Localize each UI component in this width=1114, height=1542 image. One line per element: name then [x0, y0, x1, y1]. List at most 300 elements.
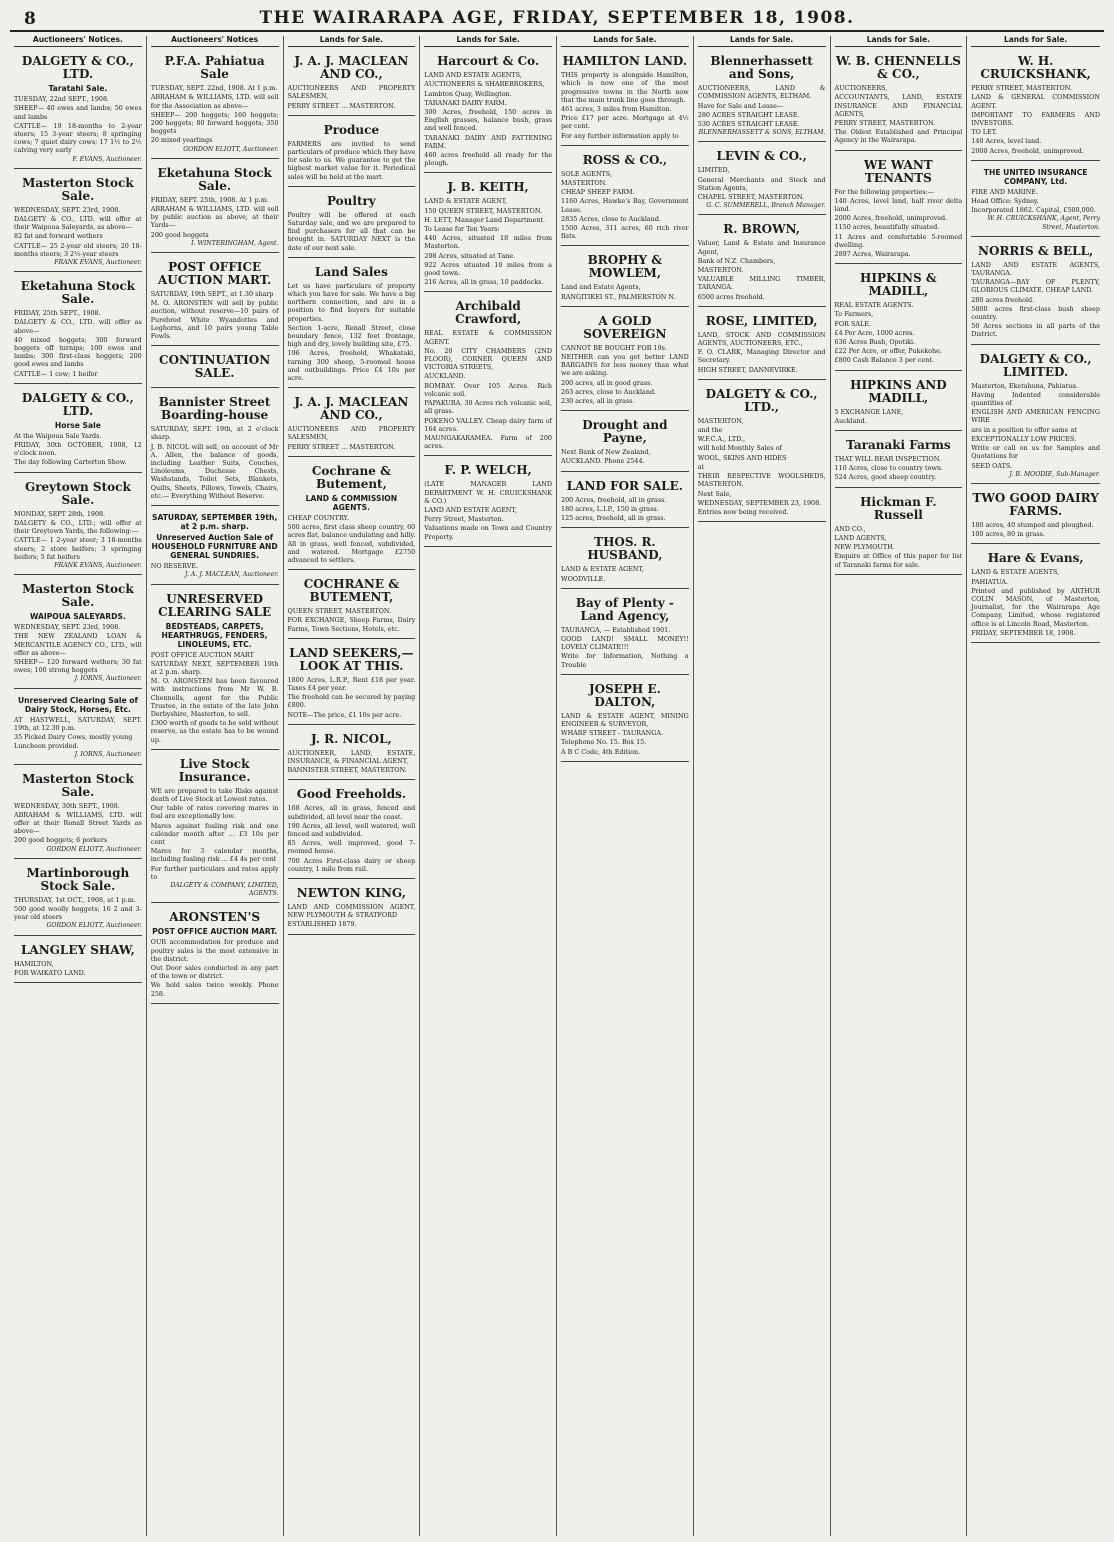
- advertisement-title: ROSS & CO.,: [582, 152, 668, 167]
- advertisement: [151, 509, 279, 584]
- advertisement-line: GOOD LAND! SMALL MONEY!! LOVELY CLIMATE!!!: [561, 634, 689, 652]
- advertisement-line: Perry Street, Masterton.: [424, 515, 504, 524]
- advertisement-title: LAND FOR SALE.: [566, 478, 683, 493]
- advertisement-line: AT HASTWELL, SATURDAY, SEPT. 19th, at 12.30 p.m.: [14, 715, 142, 732]
- advertisement: [971, 50, 1100, 161]
- advertisement-line: FIRE AND MARINE.: [971, 187, 1038, 196]
- advertisement-line: H. LETT, Manager Land Department.: [424, 215, 546, 224]
- advertisement-line: 2000 Acres, freehold, unimproved.: [834, 214, 948, 223]
- advertisement-title: JOSEPH E. DALTON,: [588, 681, 661, 709]
- advertisement-line: FRIDAY, 30th OCTOBER, 1908, 12 o'clock noon.: [14, 441, 142, 458]
- advertisement: [14, 578, 142, 688]
- column: [147, 36, 284, 1536]
- column-heading: Auctioneers' Notices: [151, 36, 279, 47]
- advertisement-line: LAND AGENTS,: [834, 533, 887, 542]
- advertisement-line: For further particulars and rates apply to: [150, 864, 279, 881]
- advertisement: [971, 547, 1100, 643]
- advertisement-line: 2897 Acres, Wairarapa.: [834, 250, 911, 259]
- advertisement-line: 440 Acres, situated 18 miles from Masterton.: [424, 234, 552, 251]
- advertisement: [14, 692, 142, 765]
- advertisement-signature: J. IORNS, Auctioneer.: [74, 751, 142, 759]
- advertisement-line: CANNOT BE BOUGHT FOR 19s.: [561, 343, 667, 352]
- advertisement-line: at: [697, 462, 705, 471]
- advertisement-title: Unreserved Clearing Sale of Dairy Stock, Horses, Etc.: [17, 695, 138, 714]
- advertisement-line: THURSDAY, 1st OCT., 1908, at 1 p.m.: [14, 895, 136, 904]
- advertisement-title: COCHRANE & BUTEMENT,: [303, 577, 400, 605]
- advertisement-line: FRIDAY, 25th SEPT., 1908.: [14, 309, 101, 318]
- advertisement-line: 125 acres, freehold, all in grass.: [561, 514, 666, 523]
- advertisement-signature: J. B. MOODIE, Sub-Manager.: [1009, 470, 1100, 478]
- advertisement-title: LEVIN & CO.,: [716, 149, 807, 164]
- advertisement-line: ABRAHAM & WILLIAMS, LTD. will sell by public auction as above, at their Yards—: [150, 205, 279, 230]
- advertisement-line: 1800 Acres, L.R.P., Rent £18 per year. Taxes £4 per year.: [287, 675, 416, 692]
- advertisement-line: MASTERTON.: [697, 266, 744, 275]
- advertisement-line: 2835 Acres, close to Auckland.: [561, 214, 661, 223]
- advertisement-line: WE are prepared to take Risks against death of Live Stock at Lowest rates.: [150, 786, 279, 803]
- advertisement: [151, 349, 279, 388]
- advertisement-line: 200 Acres, freehold, all in grass.: [561, 495, 667, 504]
- advertisement-subtitle: POST OFFICE AUCTION MART.: [152, 927, 278, 937]
- advertisement-title: Masterton Stock Sale.: [22, 582, 134, 610]
- advertisement-line: WEDNESDAY, 30th SEPT., 1908.: [14, 801, 120, 810]
- advertisement-line: AND CO.,: [834, 524, 866, 533]
- advertisement-title: Martinborough Stock Sale.: [26, 865, 130, 893]
- advertisement-title: Greytown Stock Sale.: [24, 479, 131, 507]
- advertisement-line: POKENO VALLEY. Cheap dairy farm of 164 acres.: [424, 416, 552, 433]
- advertisement-title: Bannister Street Boarding-house: [158, 395, 271, 423]
- advertisement-line: SHEEP— 40 ewes and lambs; 50 ewes and lambs: [14, 104, 142, 121]
- advertisement-line: FOR SALE.: [834, 319, 871, 328]
- advertisement-line: ACCOUNTANTS, LAND, ESTATE INSURANCE AND FINANCIAL AGENTS,: [834, 93, 963, 118]
- advertisement-line: A B C Code, 4th Edition.: [561, 747, 641, 756]
- advertisement-line: 460 acres freehold all ready for the plough.: [424, 151, 552, 168]
- advertisement-line: Let us have particulars of property which you have for sale. We have a big northern connection, and are in a position to find buyers for suitable properties.: [287, 281, 416, 323]
- advertisement-line: Entries now being received.: [697, 507, 789, 516]
- advertisement-line: £22 Per Acre, or offer, Pukekohe.: [834, 347, 942, 356]
- advertisement-subtitle: BEDSTEADS, CARPETS, HEARTHRUGS, FENDERS, LINOLEUMS, ETC.: [161, 621, 268, 649]
- advertisement: [288, 783, 416, 879]
- advertisement-line: Mares for 3 calendar months, including foaling risk ... £4 4s per cent: [150, 847, 279, 864]
- advertisement-line: Having Indented considerable quantities of: [971, 390, 1100, 408]
- advertisement-subtitle: WAIPOUA SALEYARDS.: [30, 612, 126, 622]
- advertisement-title: J. A. J. MACLEAN AND CO.,: [294, 395, 409, 423]
- advertisement-line: MONDAY, SEPT 28th, 1908.: [14, 509, 106, 518]
- advertisement-line: Enquire at Office of this paper for list of Taranaki farms for sale.: [834, 552, 963, 569]
- advertisement: [14, 768, 142, 859]
- advertisement-line: 2000 Acres, freehold, unimproved.: [971, 146, 1084, 155]
- advertisement-line: SATURDAY, SEPT. 19th, at 2 o'clock sharp.: [150, 425, 279, 442]
- advertisement-line: LAND & ESTATE AGENT,: [561, 565, 644, 574]
- advertisement-line: FOR EXCHANGE, Sheep Farms, Dairy Farms, Town Sections, Hotels, etc.: [287, 616, 416, 633]
- advertisement-line: WEDNESDAY, SEPT. 23rd, 1908.: [14, 623, 121, 632]
- advertisement: [151, 162, 279, 253]
- advertisement: [835, 434, 963, 488]
- advertisement: [424, 459, 552, 546]
- advertisement-line: The Oldest Established and Principal Agency in the Wairarapa.: [834, 128, 963, 145]
- advertisement-signature: GORDON ELIOTT, Auctioneer.: [46, 845, 142, 853]
- advertisement-line: £4 Per Acre, 1000 acres.: [834, 328, 915, 337]
- advertisement-line: CATTLE— 1 cow; 1 heifer: [14, 369, 98, 378]
- advertisement-line: LAND, STOCK AND COMMISSION AGENTS, AUCTIONEERS, ETC.,: [697, 330, 826, 348]
- newspaper-title: THE WAIRARAPA AGE, FRIDAY, SEPTEMBER 18, 1908.: [259, 8, 855, 28]
- advertisement-line: SATURDAY NEXT, SEPTEMBER 19th at 2 p.m. sharp.: [150, 659, 279, 676]
- advertisement-line: M. O. ARONSTEN has been favoured with instructions from Mr W. B. Chennells, agent for the Public Trustee, in the estate of the late John Derbyshire, Masterton, to sell.: [150, 677, 279, 718]
- advertisement-line: LAND AND ESTATE AGENTS, TAURANGA.: [971, 260, 1100, 278]
- advertisement-line: QUEEN STREET, MASTERTON.: [287, 607, 392, 616]
- advertisement-line: 11 Acres and comfortable 5-roomed dwelling.: [834, 232, 963, 249]
- advertisement-signature: I. WINTERINGHAM, Agent.: [191, 239, 279, 247]
- advertisement-line: F. O. CLARK, Managing Director and Secretary.: [697, 348, 826, 365]
- advertisement-signature: W. H. CRUICKSHANK, Agent, Perry Street, Masterton.: [987, 215, 1100, 231]
- advertisement: [288, 391, 416, 457]
- advertisement-line: 530 ACRES STRAIGHT LEASE.: [697, 120, 800, 129]
- advertisement-line: Head Office: Sydney.: [971, 197, 1039, 206]
- advertisement-line: SHEEP— 120 forward wethers; 30 fat ewes; 100 strong hoggets: [14, 657, 142, 675]
- advertisement-title: DALGETY & CO., LTD.: [21, 54, 134, 82]
- advertisement-title: ARONSTEN'S: [169, 910, 260, 925]
- advertisement-line: THAT WILL BEAR INSPECTION.: [834, 455, 941, 464]
- advertisement: [835, 50, 963, 150]
- advertisement-line: AUCTIONEERS,: [834, 84, 888, 93]
- advertisement: [288, 190, 416, 258]
- advertisement-title: Harcourt & Co.: [437, 54, 540, 69]
- advertisement-line: CATTLE— 25 2-year old steers; 20 18-months steers; 3 2½-year steers: [14, 241, 142, 258]
- advertisement-line: 40 mixed hoggets; 300 forward hoggets off turnips; 100 ewes and lambs; 300 first-class hoggets; 200 good ewes and lambs: [14, 335, 142, 369]
- advertisement-title: Blennerhassett and Sons,: [710, 54, 813, 82]
- advertisement: [835, 267, 963, 370]
- advertisement: [698, 310, 826, 380]
- advertisement-line: LAND & ESTATE AGENT,: [424, 197, 508, 206]
- advertisement-line: At the Waipoua Sale Yards.: [14, 431, 102, 440]
- advertisement: [698, 383, 826, 522]
- advertisement-line: TUESDAY, 22nd SEPT., 1908.: [14, 95, 110, 104]
- advertisement-line: 180 acres, 40 stumped and ploughed.: [971, 520, 1094, 529]
- advertisement-line: TUESDAY, SEPT. 22nd, 1908. At 1 p.m.: [150, 84, 278, 93]
- advertisement-line: 500 acres, first class sheep country, 60 acres flat, balance undulating and hilly. All in grass, well fenced, subdivided, and watered. Mortgage £2750 advanced to settlers.: [287, 523, 416, 564]
- advertisement-line: Bank of N.Z. Chambers,: [697, 256, 776, 265]
- advertisement-line: AUCKLAND.: [424, 372, 466, 381]
- advertisement-line: Mares against foaling risk and one calendar month after ... £3 10s per cent: [150, 821, 279, 846]
- advertisement-signature: FRANK EVANS, Auctioneer.: [54, 561, 142, 569]
- advertisement-line: MASTERTON.: [561, 179, 607, 188]
- advertisement-line: LAND AND COMMISSION AGENT, NEW PLYMOUTH & STRATFORD: [287, 902, 416, 920]
- advertisement-line: are in a position to offer same at: [971, 425, 1077, 434]
- masthead: [10, 8, 1104, 32]
- advertisement-line: Write for Information, Nothing a Trouble: [561, 652, 689, 669]
- advertisement-line: HIGH STREET, DANNEVIRKE.: [697, 365, 798, 374]
- advertisement-title: Bay of Plenty - Land Agency,: [575, 595, 674, 623]
- advertisement-line: CHAPEL STREET, MASTERTON.: [697, 193, 805, 202]
- column: [694, 36, 831, 1536]
- advertisement-line: NEITHER can you get better LAND BARGAINS for less money than what we are asking.: [561, 353, 689, 378]
- advertisement-line: PERRY STREET, MASTERTON.: [834, 119, 936, 128]
- column: [10, 36, 147, 1536]
- column-heading: Lands for Sale.: [561, 36, 689, 47]
- advertisement-line: We hold sales twice weekly. Phone 258.: [150, 981, 279, 998]
- advertisement-line: General Merchants and Stock and Station Agents,: [697, 175, 826, 192]
- advertisement-title: BROPHY & MOWLEM,: [587, 253, 663, 281]
- advertisement: [151, 753, 279, 904]
- advertisement-line: Masterton, Eketahuna, Pahiatua.: [971, 381, 1079, 390]
- advertisement-subtitle: Unreserved Auction Sale of HOUSEHOLD FURNITURE AND GENERAL SUNDRIES.: [151, 533, 278, 561]
- advertisement: [288, 261, 416, 388]
- advertisement: [698, 145, 826, 215]
- advertisement-line: PERRY STREET ... MASTERTON.: [287, 101, 396, 110]
- advertisement-line: THIS property is alongside Hamilton, which is now one of the most progressive towns in the North now that the main trunk line goes through.: [561, 71, 689, 104]
- advertisement-line: SATURDAY, 19th SEPT., at 1.30 sharp: [150, 290, 274, 299]
- advertisement-line: 5800 acres first-class bush sheep country.: [971, 304, 1100, 322]
- advertisement: [288, 50, 416, 116]
- advertisement-line: IMPORTANT TO FARMERS AND INVESTORS.: [971, 110, 1100, 128]
- advertisement-line: LAND & ESTATE AGENT, MINING ENGINEER & SURVEYOR,: [561, 711, 689, 728]
- advertisement-line: 300 Acres, freehold, 150 acres in English grasses, balance bush, grass and well fenced.: [424, 108, 552, 133]
- advertisement-title: POST OFFICE AUCTION MART.: [157, 260, 272, 288]
- advertisement-line: PAHIATUA.: [971, 577, 1009, 586]
- advertisement: [561, 414, 689, 471]
- advertisement-line: 500 good woolly hoggets; 16 2 and 3-year old steers: [14, 904, 142, 922]
- advertisement-line: MASTERTON,: [697, 416, 744, 425]
- advertisement-line: PERRY STREET ... MASTERTON.: [287, 442, 396, 451]
- advertisement-line: ABRAHAM & WILLIAMS, LTD. will offer at their Ronall Street Yards as above—: [14, 810, 142, 836]
- column: [831, 36, 968, 1536]
- advertisement-line: 524 Acres, good sheep country.: [834, 473, 937, 482]
- column-heading: Lands for Sale.: [835, 36, 963, 47]
- advertisement-line: 636 Acres Bush, Opotiki.: [834, 338, 916, 347]
- advertisement-signature: J. IORNS, Auctioneer.: [74, 675, 142, 683]
- advertisement-line: Auckland.: [834, 416, 867, 425]
- advertisement-line: FARMERS are invited to send particulars of produce which they have for sale to us. We guarantee to get the highest market value for it. Periodical sales will be held at the mart.: [287, 139, 416, 181]
- advertisement-line: WOOL, SKINS AND HIDES: [697, 453, 787, 462]
- advertisement-line: ESTABLISHED 1879.: [287, 920, 357, 929]
- advertisement-line: Valuations made on Town and Country Property.: [424, 524, 552, 541]
- advertisement-line: LAND AND ESTATE AGENT,: [424, 505, 517, 514]
- advertisement: [424, 50, 552, 173]
- advertisement-line: 196 Acres, freehold, Whakataki, turning 300 sheep, 5-roomed house and outbuildings. Price £4 10s per acre.: [287, 349, 416, 383]
- advertisement-title: Drought and Payne,: [582, 418, 668, 446]
- advertisement-signature: G. C. SUMMERELL, Branch Manager.: [706, 202, 826, 210]
- advertisement-line: 85 Acres, well improved, good 7-roomed house.: [287, 839, 416, 856]
- advertisement-title: Archibald Crawford,: [455, 299, 522, 327]
- advertisement-line: DALGETY & CO., LTD.; will offer at their Greytown Yards, the following:—: [14, 518, 142, 536]
- column-heading: Lands for Sale.: [698, 36, 826, 47]
- advertisement: [424, 295, 552, 456]
- advertisement-line: REAL ESTATE AGENTS.: [834, 301, 914, 310]
- advertisement-line: VALUABLE MILLING TIMBER, TARANGA.: [697, 275, 826, 292]
- advertisement-title: Masterton Stock Sale.: [22, 771, 134, 799]
- advertisement-line: NO RESERVE.: [150, 562, 199, 571]
- advertisement-line: EXCEPTIONALLY LOW PRICES.: [971, 434, 1077, 443]
- advertisement-line: To Farmers,: [834, 310, 874, 319]
- advertisement-title: LANGLEY SHAW,: [20, 942, 135, 957]
- column: [557, 36, 694, 1536]
- advertisement-line: will hold Monthly Sales of: [697, 444, 782, 453]
- advertisement-subtitle: Horse Sale: [54, 420, 101, 430]
- advertisement-line: 280 acres freehold.: [971, 295, 1035, 304]
- advertisement-title: UNRESERVED CLEARING SALE: [158, 591, 272, 619]
- advertisement-line: OUR accommodation for produce and poultry sales is the most extensive in the district.: [150, 938, 279, 963]
- advertisement-line: For any further information apply to: [561, 131, 679, 140]
- advertisement-line: LAND & ESTATE AGENTS,: [971, 568, 1060, 577]
- advertisement: [14, 387, 142, 473]
- advertisement-line: (LATE MANAGER LAND DEPARTMENT W. H. CRUICKSHANK & CO.): [424, 480, 552, 505]
- advertisement-title: Poultry: [326, 193, 376, 208]
- advertisement-title: ROSE, LIMITED,: [705, 313, 818, 328]
- advertisement: [561, 592, 689, 675]
- advertisement-line: 150 QUEEN STREET, MASTERTON.: [424, 206, 543, 215]
- advertisement-line: Poultry will be offered at each Saturday sale, and we are prepared to find purchasers for all that can be brought in. SATURDAY NEXT is the date of our next sale.: [287, 210, 416, 252]
- advertisement-line: The day following Carterton Show.: [14, 458, 127, 467]
- advertisement-title: SATURDAY, SEPTEMBER 19th, at 2 p.m. sharp.: [151, 513, 278, 532]
- advertisement: [14, 862, 142, 936]
- advertisement-line: FRIDAY, SEPTEMBER 18, 1908.: [971, 628, 1076, 637]
- advertisement-line: 82 fat and forward wethers: [14, 232, 103, 241]
- advertisement-title: W. H. CRUICKSHANK,: [980, 54, 1091, 82]
- advertisement-line: CHEAP SHEEP FARM.: [561, 188, 635, 197]
- advertisement-line: W.F.C.A., LTD.,: [697, 435, 746, 444]
- advertisement-line: Printed and published by ARTHUR COLIN MASON, of Masterton, Journalist, for the Wairarapa Age Company, Limited, whose registered office is at Lincoln Road, Masterton.: [971, 586, 1100, 628]
- advertisement-line: THEIR RESPECTIVE WOOLSHEDS, MASTERTON.: [697, 472, 826, 489]
- advertisement-signature: DALGETY & COMPANY, LIMITED, AGENTS.: [170, 881, 279, 898]
- advertisement-signature: BLENNERHASSETT & SONS, ELTHAM.: [698, 129, 826, 137]
- advertisement-line: ENGLISH AND AMERICAN FENCING WIRE: [971, 408, 1100, 425]
- advertisement-title: NORRIS & BELL,: [978, 243, 1094, 258]
- column-heading: Lands for Sale.: [971, 36, 1100, 47]
- advertisement: [971, 348, 1100, 484]
- advertisement-line: Lambton Quay, Wellington.: [424, 89, 512, 98]
- advertisement-signature: F. EVANS, Auctioneer.: [72, 155, 142, 163]
- advertisement-line: 200 acres, all in good grass.: [561, 378, 653, 387]
- advertisement-line: 50 Acres sections in all parts of the District.: [971, 322, 1100, 339]
- advertisement-title: WE WANT TENANTS: [864, 157, 933, 185]
- advertisement-line: J. B. NICOL will sell, on account of Mr A. Allen, the balance of goods, including Leather Suits, Couches, Linoleums, Duchesse Chests, Washstands, Toilet Sets, Blankets, Quilts, Sheets, Pillows, Towels, Chairs, etc.— Everything Without Reserve.: [150, 442, 279, 500]
- advertisement-line: REAL ESTATE & COMMISSION AGENT.: [424, 329, 552, 346]
- advertisement: [561, 310, 689, 411]
- advertisement: [835, 491, 963, 575]
- advertisement-title: HAMILTON LAND.: [562, 54, 688, 69]
- advertisement-line: CATTLE— 19 18-months to 2-year steers; 15 3-year steers; 8 springing cows; 7 quiet dairy cows; 17 1½ to 2½ calving very early: [14, 121, 142, 155]
- advertisement-line: BOMBAY. Over 105 Acres. Rich volcanic soil.: [424, 381, 552, 398]
- advertisement: [288, 882, 416, 935]
- advertisement-line: 168 Acres, all in grass, fenced and subdivided, all level near the coast.: [287, 804, 416, 821]
- advertisement-line: 6500 acres freehold.: [697, 292, 765, 301]
- advertisement: [14, 275, 142, 384]
- advertisement-line: 200 good hoggets: [150, 230, 209, 239]
- advertisement-line: 110 Acres, close to country town.: [834, 464, 944, 473]
- advertisement: [698, 218, 826, 306]
- column: [420, 36, 557, 1536]
- advertisement-line: 140 Acres, level land.: [971, 137, 1042, 146]
- advertisement: [14, 476, 142, 575]
- advertisement-line: 180 acres, L.I.P., 150 in grass.: [561, 504, 659, 513]
- advertisement-subtitle: Taratahi Sale.: [48, 84, 108, 94]
- advertisement: [971, 164, 1100, 237]
- advertisement-line: CATTLE— 1 2-year steer; 3 18-months steers; 2 store heifers; 3 springing heifers; 5 fat heifers: [14, 536, 142, 561]
- advertisement-title: HIPKINS AND MADILL,: [850, 377, 947, 405]
- advertisement-signature: FRANK EVANS, Auctioneer.: [54, 259, 142, 267]
- columns-container: [10, 36, 1104, 1536]
- advertisement-signature: GORDON ELIOTT, Auctioneer.: [183, 145, 279, 153]
- advertisement-line: Out Door sales conducted in any part of the town or district.: [150, 963, 279, 981]
- advertisement-line: TO LET.: [971, 128, 998, 137]
- advertisement-line: FRIDAY, SEPT. 25th, 1908. At 1 p.m.: [150, 195, 269, 204]
- advertisement-line: No. 20 CITY CHAMBERS (2ND FLOOR), CORNER QUEEN AND VICTORIA STREETS,: [424, 346, 552, 372]
- advertisement-signature: J. A. J. MACLEAN, Auctioneer.: [184, 571, 279, 579]
- advertisement-line: DALGETY & CO., LTD. will offer at their Waipoua Saleyards, as above—: [14, 215, 142, 232]
- advertisement-line: TARANAKI DAIRY AND FATTENING FARM.: [424, 133, 552, 150]
- advertisement-line: BANNISTER STREET, MASTERTON.: [287, 766, 407, 775]
- advertisement-line: CHEAP COUNTRY.: [287, 513, 349, 522]
- advertisement-line: Write or call on us for Samples and Quotations for: [971, 444, 1100, 461]
- advertisement-title: NEWTON KING,: [296, 885, 406, 900]
- advertisement-line: Our table of rates covering mares in foal are exceptionally low.: [150, 804, 279, 821]
- advertisement-line: 1150 acres, beautifully situated.: [834, 223, 940, 232]
- advertisement-title: HIPKINS & MADILL,: [860, 271, 937, 299]
- advertisement-title: DALGETY & CO., LTD.,: [705, 386, 818, 414]
- advertisement-line: Section 1-acre, Renall Street, close boundary fence, 132 feet frontage, high and dry, lovely building site, £75.: [287, 323, 416, 349]
- column: [967, 36, 1104, 1536]
- column-heading: Lands for Sale.: [288, 36, 416, 47]
- advertisement-title: Hickman F. Russell: [860, 494, 937, 522]
- advertisement: [561, 149, 689, 247]
- advertisement-line: Luncheon provided.: [14, 742, 79, 751]
- advertisement-line: 200 good hoggets; 6 porkers: [14, 836, 108, 845]
- advertisement-line: AUCTIONEERS AND PROPERTY SALESMEN,: [287, 425, 416, 442]
- advertisement: [14, 172, 142, 272]
- column-heading: Lands for Sale.: [424, 36, 552, 47]
- advertisement-line: NOTE—The price, £1 10s per acre.: [287, 710, 402, 719]
- advertisement-title: J. B. KEITH,: [447, 180, 529, 195]
- advertisement-line: WEDNESDAY, SEPT. 23rd, 1908.: [14, 205, 121, 214]
- advertisement-line: Land and Estate Agents,: [561, 283, 641, 292]
- advertisement-line: 20 mixed yearlings: [150, 136, 213, 145]
- advertisement-line: SHEEP— 200 hoggets; 160 hoggets; 200 hoggets; 80 forward hoggets; 350 hoggets: [150, 110, 279, 136]
- advertisement-line: 461 acres, 3 miles from Hamilton.: [561, 105, 672, 114]
- advertisement-line: SEED OATS.: [971, 461, 1013, 470]
- advertisement-title: DALGETY & CO., LIMITED.: [979, 351, 1092, 379]
- advertisement-title: R. BROWN,: [723, 222, 800, 237]
- advertisement-title: Cochrane & Butement,: [311, 463, 391, 491]
- advertisement-title: Hare & Evans,: [987, 551, 1084, 566]
- advertisement: [561, 50, 689, 146]
- advertisement-line: TAURANGA—BAY OF PLENTY, GLORIOUS CLIMATE. CHEAP LAND.: [971, 278, 1100, 295]
- advertisement-title: F. P. WELCH,: [444, 463, 532, 478]
- advertisement-line: FOR WAIKATO LAND.: [14, 968, 86, 977]
- advertisement-line: SOLE AGENTS,: [561, 169, 612, 178]
- advertisement: [424, 176, 552, 292]
- advertisement-line: DALGETY & CO., LTD. will offer as above—: [14, 318, 142, 335]
- advertisement: [14, 50, 142, 169]
- advertisement-line: MAUNGAKARAMEA. Farm of 200 acres.: [424, 433, 552, 451]
- advertisement-line: 922 Acres situated 10 miles from a good town.: [424, 260, 552, 278]
- advertisement-line: 230 acres, all in grass.: [561, 397, 635, 406]
- advertisement-line: LAND AND ESTATE AGENTS,: [424, 71, 522, 80]
- advertisement-line: The freehold can be secured by paying £800.: [287, 693, 416, 710]
- advertisement-line: £800 Cash Balance 3 per cent.: [834, 356, 934, 365]
- advertisement-line: WHARF STREET - TAURANGA.: [561, 729, 663, 738]
- advertisement-line: 35 Picked Dairy Cows, mostly young: [14, 732, 133, 741]
- column: [284, 36, 421, 1536]
- advertisement-title: Good Freeholds.: [296, 787, 407, 802]
- advertisement-line: NEW PLYMOUTH.: [834, 543, 895, 552]
- advertisement-line: AUCKLAND. Phone 2544.: [561, 457, 645, 466]
- advertisement-line: 100 acres, 80 in grass.: [971, 530, 1045, 539]
- advertisement-line: Price £17 per acre. Mortgage at 4½ per cent.: [561, 114, 689, 131]
- advertisement-line: 263 acres, close to Auckland.: [561, 387, 657, 396]
- advertisement-title: Produce: [323, 122, 380, 137]
- advertisement: [561, 678, 689, 762]
- advertisement: [288, 573, 416, 639]
- advertisement-line: PERRY STREET, MASTERTON.: [971, 84, 1072, 93]
